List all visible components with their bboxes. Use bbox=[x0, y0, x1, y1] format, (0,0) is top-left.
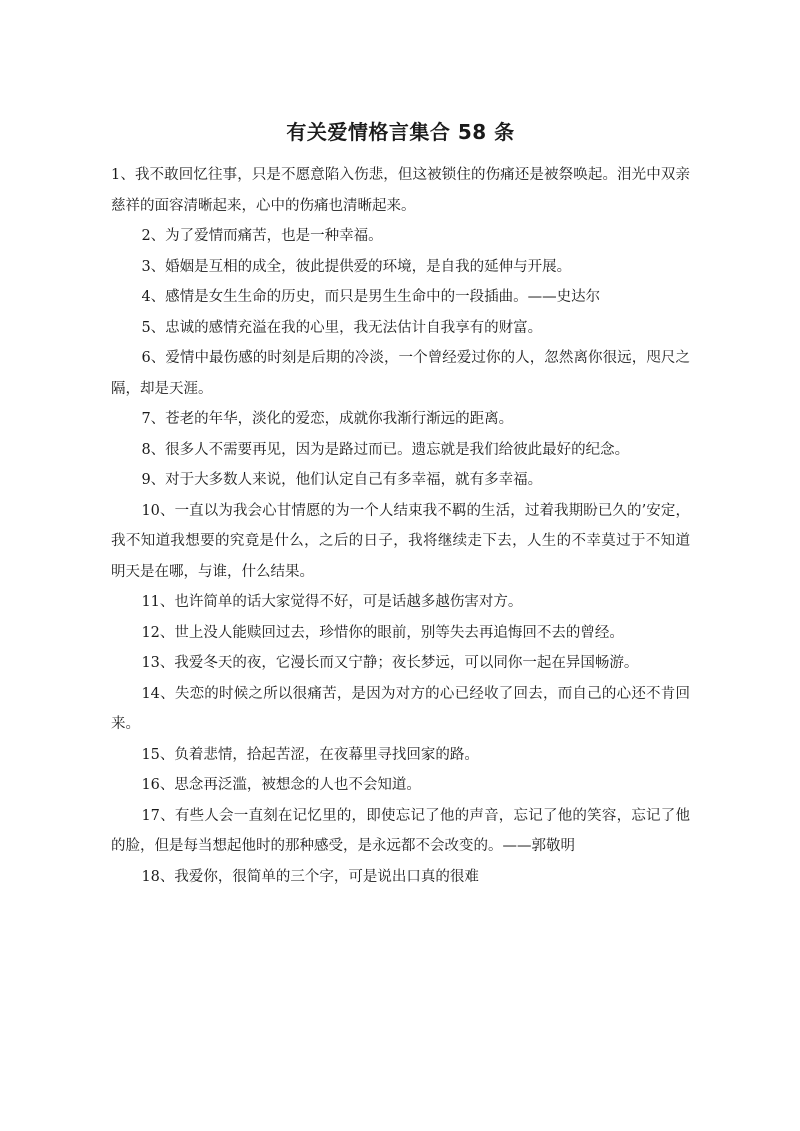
quote-paragraph: 5、忠诚的感情充溢在我的心里，我无法估计自我享有的财富。 bbox=[141, 319, 543, 336]
quote-paragraph: 2、为了爱情而痛苦，也是一种幸福。 bbox=[141, 228, 383, 244]
quote-paragraph: 16、思念再泛滥，被想念的人也不会知道。 bbox=[141, 777, 421, 793]
quote-paragraph: 18、我爱你，很简单的三个字，可是说出口真的很难 bbox=[141, 868, 479, 885]
quote-paragraph: 4、感情是女生生命的历史，而只是男生生命中的一段插曲。——史达尔 bbox=[141, 289, 601, 305]
quote-paragraph: 8、很多人不需要再见，因为是路过而已。遗忘就是我们给彼此最好的纪念。 bbox=[141, 441, 630, 458]
quote-paragraph: 7、苍老的年华，淡化的爱恋，成就你我渐行渐远的距离。 bbox=[141, 411, 514, 427]
quote-paragraph: 3、婚姻是互相的成全，彼此提供爱的环境，是自我的延伸与开展。 bbox=[141, 258, 572, 275]
quote-paragraph: 14、失恋的时候之所以很痛苦，是因为对方的心已经收了回去，而自己的心还不肯回来。 bbox=[111, 685, 690, 732]
quote-paragraph: 1、我不敢回忆往事，只是不愿意陷入伤悲，但这被锁住的伤痛还是被祭唤起。泪光中双亲慈祥的面容清晰起来，心中的伤痛也清晰起来。 bbox=[111, 167, 690, 214]
document-title: 有关爱情格言集合 58 条 bbox=[286, 120, 515, 144]
quote-paragraph: 10、一直以为我会心甘情愿的为一个人结束我不羁的生活，过着我期盼已久的’安定，我不知道我想要的究竟是什么，之后的日子，我将继续走下去，人生的不幸莫过于不知道明天是在哪，与谁，什么结果。 bbox=[111, 502, 690, 580]
quote-paragraph: 6、爱情中最伤感的时刻是后期的冷淡，一个曾经爱过你的人，忽然离你很远，咫尺之隔，却是天涯。 bbox=[111, 350, 690, 397]
quote-paragraph: 12、世上没人能赎回过去，珍惜你的眼前，别等失去再追悔回不去的曾经。 bbox=[141, 624, 624, 641]
quote-paragraph: 13、我爱冬天的夜，它漫长而又宁静；夜长梦远，可以同你一起在异国畅游。 bbox=[141, 655, 639, 671]
quote-paragraph: 11、也许简单的话大家觉得不好，可是话越多越伤害对方。 bbox=[141, 594, 523, 610]
quote-paragraph: 17、有些人会一直刻在记忆里的，即使忘记了他的声音，忘记了他的笑容，忘记了他的脸，但是每当想起他时的那种感受，是永远都不会改变的。——郭敬明 bbox=[111, 807, 690, 854]
quote-paragraph: 15、负着悲情，拾起苦涩，在夜幕里寻找回家的路。 bbox=[141, 746, 479, 763]
quote-paragraph: 9、对于大多数人来说，他们认定自己有多幸福，就有多幸福。 bbox=[141, 472, 543, 488]
